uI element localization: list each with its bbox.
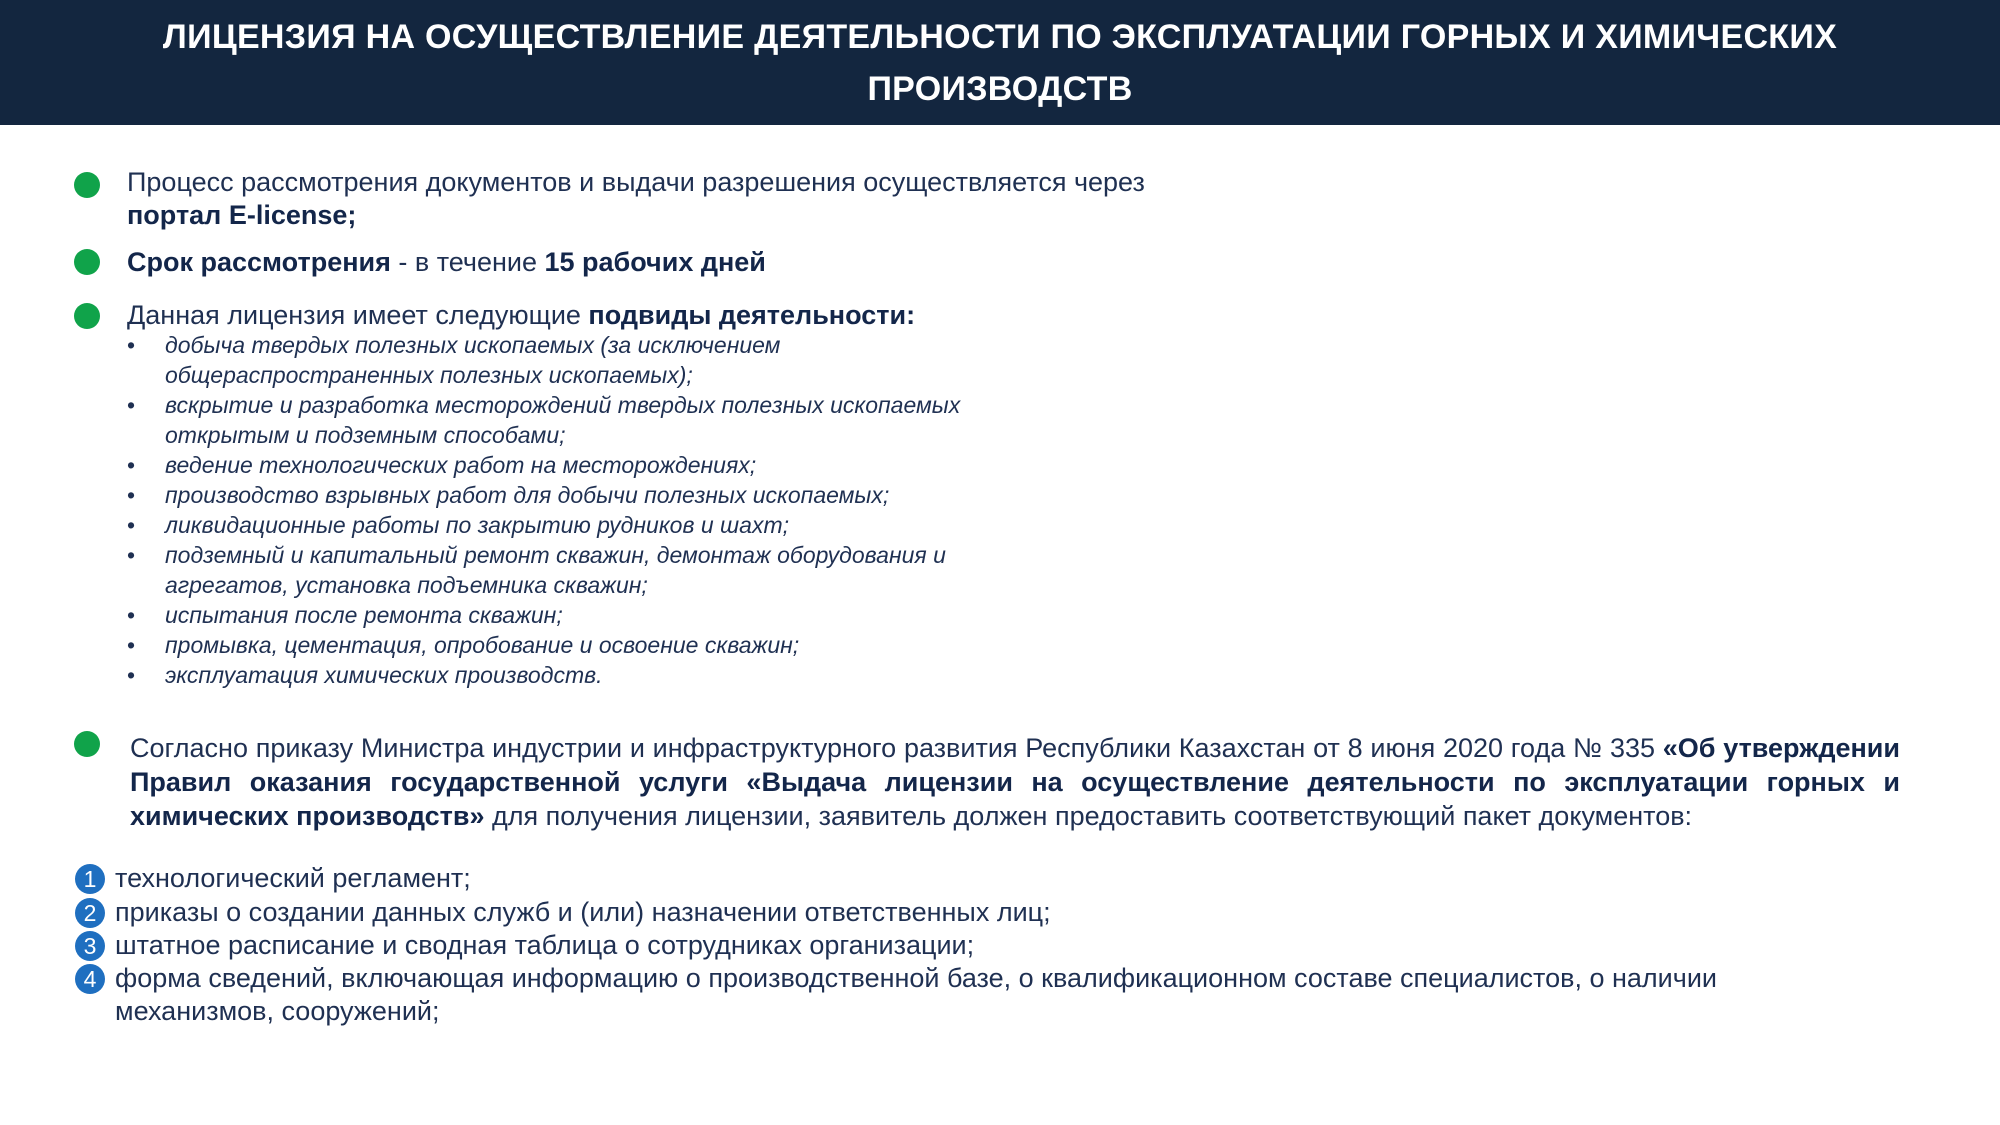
bullet-subtypes-text: Данная лицензия имеет следующие — [127, 300, 589, 330]
document-text: штатное расписание и сводная таблица о сотрудниках организации; — [115, 930, 975, 960]
subtype-text: добыча твердых полезных ископаемых (за исключением общераспространенных полезных ископаемых); — [165, 332, 781, 388]
header-bar — [0, 0, 2000, 125]
order-title: «Об утверждении Правил оказания государственной услуги «Выдача лицензии на осуществление деятельности по эксплуатации горных и химических производств» — [130, 733, 1900, 831]
subtype-text: вскрытие и разработка месторождений твердых полезных ископаемых открытым и подземным способами; — [165, 392, 961, 448]
bullet-process — [127, 166, 1227, 232]
small-bullet: • — [127, 392, 136, 418]
subtype-text: промывка, цементация, опробование и освоение скважин; — [165, 632, 800, 658]
small-bullet: • — [127, 332, 136, 358]
number-badge: 4 — [75, 964, 105, 994]
bullet-term-label: Срок рассмотрения — [127, 247, 391, 277]
subtype-text: испытания после ремонта скважин; — [165, 602, 563, 628]
subtypes-list — [127, 330, 960, 690]
order-text-end: для получения лицензии, заявитель должен предоставить соответствующий пакет документов: — [484, 801, 1693, 831]
page-title: ЛИЦЕНЗИЯ НА ОСУЩЕСТВЛЕНИЕ ДЕЯТЕЛЬНОСТИ ПО ЭКСПЛУАТАЦИИ ГОРНЫХ И ХИМИЧЕСКИХ ПРОИЗВОДСТВ — [162, 17, 1838, 108]
order-text-start: Согласно приказу Министра индустрии и инфраструктурного развития Республики Казахстан от 8 июня 2020 года № 335 — [130, 733, 1663, 763]
bullet-subtypes-intro — [127, 299, 1227, 332]
small-bullet: • — [127, 602, 136, 628]
small-bullet: • — [127, 662, 136, 688]
subtype-text: производство взрывных работ для добычи полезных ископаемых; — [165, 482, 890, 508]
bullet-green-dot — [74, 731, 100, 757]
number-badge: 2 — [75, 898, 105, 928]
bullet-term-text: - в течение — [390, 247, 545, 277]
subtype-text: эксплуатация химических производств. — [165, 662, 603, 688]
order-paragraph — [130, 731, 1900, 833]
list-item — [127, 510, 960, 540]
small-bullet: • — [127, 632, 136, 658]
document-text: технологический регламент; — [115, 863, 471, 893]
list-item — [127, 630, 960, 660]
bullet-process-portal: портал E-license; — [127, 200, 357, 230]
document-text: форма сведений, включающая информацию о производственной базе, о квалификационном составе специалистов, о наличии механизмов, сооружений; — [115, 963, 1717, 1026]
subtype-text: ликвидационные работы по закрытию рудников и шахт; — [165, 512, 789, 538]
number-badge: 1 — [75, 864, 105, 894]
list-item — [127, 600, 960, 630]
bullet-process-text: Процесс рассмотрения документов и выдачи разрешения осуществляется через — [127, 167, 1145, 197]
bullet-green-dot — [74, 249, 100, 275]
list-item — [127, 450, 960, 480]
bullet-term-days: 15 рабочих дней — [544, 247, 766, 277]
number-badge: 3 — [75, 931, 105, 961]
document-text: приказы о создании данных служб и (или) назначении ответственных лиц; — [115, 897, 1051, 927]
list-item — [127, 480, 960, 510]
list-item — [127, 540, 960, 600]
list-item — [127, 390, 960, 450]
small-bullet: • — [127, 452, 136, 478]
list-item — [127, 660, 960, 690]
list-item — [127, 330, 960, 390]
bullet-green-dot — [74, 303, 100, 329]
small-bullet: • — [127, 512, 136, 538]
bullet-green-dot — [74, 172, 100, 198]
small-bullet: • — [127, 482, 136, 508]
bullet-term — [127, 246, 1227, 279]
bullet-subtypes-bold: подвиды деятельности: — [588, 300, 916, 330]
subtype-text: ведение технологических работ на месторождениях; — [165, 452, 757, 478]
subtype-text: подземный и капитальный ремонт скважин, демонтаж оборудования и агрегатов, установка подъемника скважин; — [165, 542, 946, 598]
small-bullet: • — [127, 542, 136, 568]
